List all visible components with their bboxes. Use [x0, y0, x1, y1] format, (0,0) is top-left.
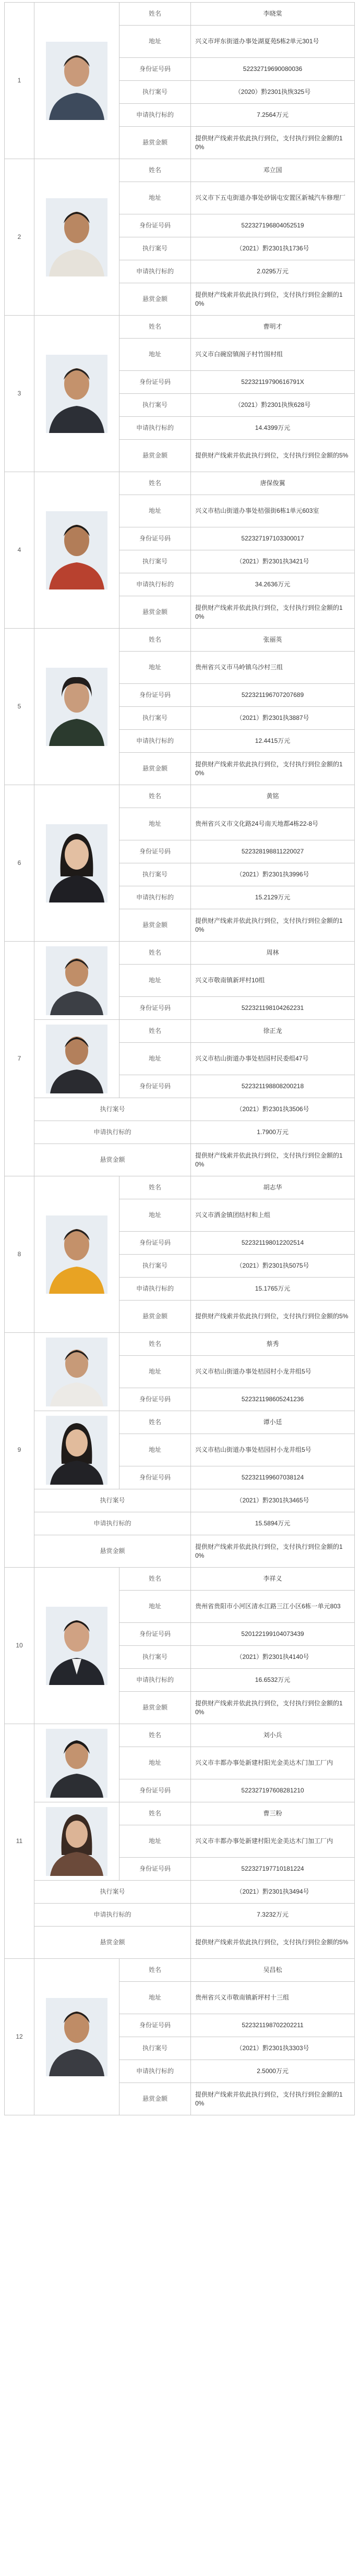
address-label: 地址: [119, 495, 191, 527]
record-number: 3: [5, 316, 34, 472]
id-label: 身份证号码: [119, 840, 191, 863]
amount-value: 15.5894万元: [191, 1512, 355, 1535]
record-6: [5, 785, 355, 942]
amount-label: 申请执行标的: [119, 1278, 191, 1301]
name-value: 周林: [191, 942, 355, 965]
reward-value: 提供财产线索并依此执行到位，支付执行到位金额的10%: [191, 1692, 355, 1724]
name-label: 姓名: [119, 1176, 191, 1199]
amount-value: 2.5000万元: [191, 2060, 355, 2083]
portrait-photo: [46, 946, 107, 1015]
name-label: 姓名: [119, 316, 191, 339]
amount-label: 申请执行标的: [34, 1904, 191, 1927]
address-value: 兴义市白碗窑镇阁子村竹围村组: [191, 339, 355, 371]
name-label: 姓名: [119, 159, 191, 182]
amount-label: 申请执行标的: [119, 260, 191, 283]
address-value: 兴义市洒金镇团结村和上组: [191, 1199, 355, 1232]
case-value: （2021）黔2301执4140号: [191, 1646, 355, 1669]
portrait-photo: [46, 1807, 107, 1876]
amount-value: 15.1765万元: [191, 1278, 355, 1301]
id-value: 52232119790616791X: [191, 371, 355, 394]
case-label: 执行案号: [119, 863, 191, 886]
case-value: （2021）黔2301执恢628号: [191, 394, 355, 417]
name-label: 姓名: [119, 472, 191, 495]
portrait: [34, 942, 119, 1020]
id-value: 522327196804052519: [191, 214, 355, 237]
amount-value: 15.2129万元: [191, 886, 355, 909]
record-4: [5, 472, 355, 629]
amount-label: 申请执行标的: [34, 1512, 191, 1535]
id-value: 522321199607038124: [191, 1466, 355, 1489]
portrait-photo: [46, 824, 107, 902]
address-value: 兴义市桔山街道办事处桔园村小龙井组5号: [191, 1434, 355, 1466]
portrait: [34, 1568, 119, 1724]
reward-label: 悬赏金额: [119, 2083, 191, 2115]
name-label: 姓名: [119, 1333, 191, 1356]
name-value: 刘小兵: [191, 1724, 355, 1747]
name-value: 吴昌松: [191, 1959, 355, 1982]
address-label: 地址: [119, 1747, 191, 1779]
name-label: 姓名: [119, 942, 191, 965]
address-value: 兴义市下五屯街道办事处砂锅屯安置区新城汽车修理厂: [191, 182, 355, 214]
case-label: 执行案号: [34, 1881, 191, 1904]
address-label: 地址: [119, 182, 191, 214]
name-value: 曹三粉: [191, 1802, 355, 1825]
reward-label: 悬赏金额: [119, 1301, 191, 1333]
record-3: [5, 316, 355, 472]
reward-label: 悬赏金额: [119, 596, 191, 629]
id-label: 身份证号码: [119, 1779, 191, 1802]
portrait-photo: [46, 1025, 107, 1093]
id-value: 522321196707207689: [191, 684, 355, 707]
id-label: 身份证号码: [119, 1623, 191, 1646]
address-value: 贵州省贵阳市小河区清水江路三江小区6栋一单元803: [191, 1591, 355, 1623]
record-5: [5, 629, 355, 785]
reward-label: 悬赏金额: [34, 1535, 191, 1568]
case-value: （2021）黔2301执3887号: [191, 707, 355, 730]
record-11: [5, 1724, 355, 1959]
reward-label: 悬赏金额: [34, 1927, 191, 1959]
portrait-photo: [46, 355, 107, 433]
case-label: 执行案号: [119, 550, 191, 573]
reward-value: 提供财产线索并依此执行到位，支付执行到位金额的10%: [191, 909, 355, 942]
case-value: （2021）黔2301执3421号: [191, 550, 355, 573]
address-value: 兴义市坪东街道办事处湖夏苑5栋2单元301号: [191, 26, 355, 58]
id-value: 522321198702202211: [191, 2014, 355, 2037]
address-label: 地址: [119, 1982, 191, 2014]
case-value: （2021）黔2301执3465号: [191, 1489, 355, 1512]
id-value: 522328198811220027: [191, 840, 355, 863]
amount-label: 申请执行标的: [119, 886, 191, 909]
reward-label: 悬赏金额: [119, 1692, 191, 1724]
portrait-photo: [46, 1729, 107, 1798]
amount-value: 2.0295万元: [191, 260, 355, 283]
reward-value: 提供财产线索并依此执行到位，支付执行到位金额的10%: [191, 1535, 355, 1568]
address-value: 贵州省兴义市敬南镇新坪村十三组: [191, 1982, 355, 2014]
name-value: 谭小廷: [191, 1411, 355, 1434]
portrait: [34, 1724, 119, 1802]
record-number: 4: [5, 472, 34, 629]
portrait-photo: [46, 42, 107, 120]
record-number: 5: [5, 629, 34, 785]
name-label: 姓名: [119, 629, 191, 652]
address-label: 地址: [119, 1825, 191, 1858]
portrait: [34, 1411, 119, 1489]
id-label: 身份证号码: [119, 371, 191, 394]
name-label: 姓名: [119, 1411, 191, 1434]
portrait: [34, 1802, 119, 1881]
portrait-photo: [46, 1607, 107, 1685]
case-label: 执行案号: [119, 2037, 191, 2060]
record-7: [5, 942, 355, 1176]
portrait-photo: [46, 1416, 107, 1485]
record-number: 2: [5, 159, 34, 316]
portrait-photo: [46, 511, 107, 589]
amount-value: 1.7900万元: [191, 1121, 355, 1144]
portrait: [34, 629, 119, 785]
portrait: [34, 1020, 119, 1098]
case-label: 执行案号: [119, 237, 191, 260]
reward-value: 提供财产线索并依此执行到位，支付执行到位金额的10%: [191, 753, 355, 785]
id-label: 身份证号码: [119, 1232, 191, 1255]
id-label: 身份证号码: [119, 527, 191, 550]
case-value: （2021）黔2301执3494号: [191, 1881, 355, 1904]
name-label: 姓名: [119, 1568, 191, 1591]
reward-value: 提供财产线索并依此执行到位，支付执行到位金额的5%: [191, 440, 355, 472]
reward-value: 提供财产线索并依此执行到位，支付执行到位金额的10%: [191, 596, 355, 629]
portrait: [34, 1333, 119, 1411]
reward-label: 悬赏金额: [119, 440, 191, 472]
record-number: 8: [5, 1176, 34, 1333]
portrait: [34, 1176, 119, 1333]
name-value: 张丽英: [191, 629, 355, 652]
record-9: [5, 1333, 355, 1568]
name-value: 黄铭: [191, 785, 355, 808]
amount-label: 申请执行标的: [119, 573, 191, 596]
id-label: 身份证号码: [119, 1466, 191, 1489]
id-value: 522321198012202514: [191, 1232, 355, 1255]
id-value: 522327197103300017: [191, 527, 355, 550]
reward-value: 提供财产线索并依此执行到位，支付执行到位金额的5%: [191, 1301, 355, 1333]
case-value: （2021）黔2301执1736号: [191, 237, 355, 260]
case-label: 执行案号: [119, 1646, 191, 1669]
portrait: [34, 1959, 119, 2115]
address-value: 兴义市丰都办事处新建村阳光金美达木门加工厂内: [191, 1825, 355, 1858]
amount-label: 申请执行标的: [119, 104, 191, 127]
case-value: （2021）黔2301执3996号: [191, 863, 355, 886]
address-label: 地址: [119, 1043, 191, 1075]
record-number: 9: [5, 1333, 34, 1568]
id-value: 522327197608281210: [191, 1779, 355, 1802]
amount-value: 7.3232万元: [191, 1904, 355, 1927]
reward-label: 悬赏金额: [119, 283, 191, 316]
id-value: 52232719690080036: [191, 58, 355, 81]
record-2: [5, 159, 355, 316]
case-label: 执行案号: [119, 707, 191, 730]
address-label: 地址: [119, 339, 191, 371]
name-value: 李晓棠: [191, 3, 355, 26]
case-label: 执行案号: [119, 394, 191, 417]
reward-value: 提供财产线索并依此执行到位，支付执行到位金额的10%: [191, 2083, 355, 2115]
id-label: 身份证号码: [119, 214, 191, 237]
address-value: 兴义市丰都办事处新建村阳光金美达木门加工厂内: [191, 1747, 355, 1779]
name-label: 姓名: [119, 1802, 191, 1825]
reward-value: 提供财产线索并依此执行到位，支付执行到位金额的10%: [191, 283, 355, 316]
name-value: 邓立国: [191, 159, 355, 182]
name-label: 姓名: [119, 1724, 191, 1747]
address-label: 地址: [119, 1434, 191, 1466]
record-number: 1: [5, 3, 34, 159]
id-label: 身份证号码: [119, 997, 191, 1020]
portrait: [34, 159, 119, 316]
name-value: 胡志华: [191, 1176, 355, 1199]
id-label: 身份证号码: [119, 684, 191, 707]
address-value: 兴义市桔山街道办事处桔园村小龙井组5号: [191, 1356, 355, 1388]
amount-label: 申请执行标的: [119, 417, 191, 440]
address-value: 兴义市桔山街道办事处桔强街6栋1单元603室: [191, 495, 355, 527]
notice-sheet: [0, 2, 359, 2576]
reward-label: 悬赏金额: [34, 1144, 191, 1176]
name-value: 徐正龙: [191, 1020, 355, 1043]
amount-label: 申请执行标的: [34, 1121, 191, 1144]
id-label: 身份证号码: [119, 1075, 191, 1098]
id-label: 身份证号码: [119, 58, 191, 81]
record-number: 12: [5, 1959, 34, 2115]
record-number: 11: [5, 1724, 34, 1959]
portrait-photo: [46, 1998, 107, 2076]
portrait: [34, 785, 119, 942]
portrait: [34, 472, 119, 629]
address-value: 贵州省兴义市马岭镇乌沙村三组: [191, 652, 355, 684]
reward-value: 提供财产线索并依此执行到位，支付执行到位金额的10%: [191, 1144, 355, 1176]
address-value: 贵州省兴义市文化路24号南天地都4栋22-8号: [191, 808, 355, 840]
name-value: 蔡秀: [191, 1333, 355, 1356]
record-12: [5, 1959, 355, 2115]
id-value: 522321198104262231: [191, 997, 355, 1020]
address-label: 地址: [119, 808, 191, 840]
name-label: 姓名: [119, 1959, 191, 1982]
name-value: 曹明才: [191, 316, 355, 339]
reward-table: [4, 2, 355, 2115]
id-value: 522321198605241236: [191, 1388, 355, 1411]
amount-label: 申请执行标的: [119, 1669, 191, 1692]
portrait-photo: [46, 1338, 107, 1406]
id-label: 身份证号码: [119, 2014, 191, 2037]
case-label: 执行案号: [119, 1255, 191, 1278]
case-label: 执行案号: [34, 1489, 191, 1512]
id-value: 522327197710181224: [191, 1858, 355, 1881]
case-value: （2021）黔2301执3303号: [191, 2037, 355, 2060]
portrait-photo: [46, 668, 107, 746]
record-1: [5, 3, 355, 159]
record-number: 7: [5, 942, 34, 1176]
id-value: 520122199104073439: [191, 1623, 355, 1646]
address-label: 地址: [119, 1356, 191, 1388]
case-value: （2020）黔2301执恢325号: [191, 81, 355, 104]
amount-value: 7.2564万元: [191, 104, 355, 127]
address-label: 地址: [119, 26, 191, 58]
address-label: 地址: [119, 1199, 191, 1232]
reward-label: 悬赏金额: [119, 127, 191, 159]
amount-label: 申请执行标的: [119, 730, 191, 753]
record-number: 6: [5, 785, 34, 942]
case-value: （2021）黔2301执3506号: [191, 1098, 355, 1121]
portrait: [34, 3, 119, 159]
id-label: 身份证号码: [119, 1388, 191, 1411]
reward-value: 提供财产线索并依此执行到位，支付执行到位金额的5%: [191, 1927, 355, 1959]
address-label: 地址: [119, 965, 191, 997]
id-value: 522321198808200218: [191, 1075, 355, 1098]
amount-label: 申请执行标的: [119, 2060, 191, 2083]
reward-label: 悬赏金额: [119, 753, 191, 785]
address-label: 地址: [119, 652, 191, 684]
reward-label: 悬赏金额: [119, 909, 191, 942]
name-label: 姓名: [119, 3, 191, 26]
record-8: [5, 1176, 355, 1333]
address-label: 地址: [119, 1591, 191, 1623]
case-value: （2021）黔2301执5075号: [191, 1255, 355, 1278]
reward-value: 提供财产线索并依此执行到位，支付执行到位金额的10%: [191, 127, 355, 159]
name-label: 姓名: [119, 785, 191, 808]
case-label: 执行案号: [119, 81, 191, 104]
amount-value: 34.2636万元: [191, 573, 355, 596]
case-label: 执行案号: [34, 1098, 191, 1121]
portrait-photo: [46, 198, 107, 276]
portrait: [34, 316, 119, 472]
portrait-photo: [46, 1215, 107, 1294]
record-number: 10: [5, 1568, 34, 1724]
name-label: 姓名: [119, 1020, 191, 1043]
address-value: 兴义市敬南镇新坪村10组: [191, 965, 355, 997]
amount-value: 12.4415万元: [191, 730, 355, 753]
name-value: 李祥义: [191, 1568, 355, 1591]
amount-value: 14.4399万元: [191, 417, 355, 440]
id-label: 身份证号码: [119, 1858, 191, 1881]
amount-value: 16.6532万元: [191, 1669, 355, 1692]
name-value: 唐保俊翼: [191, 472, 355, 495]
record-10: [5, 1568, 355, 1724]
address-value: 兴义市桔山街道办事处桔园村民委组47号: [191, 1043, 355, 1075]
